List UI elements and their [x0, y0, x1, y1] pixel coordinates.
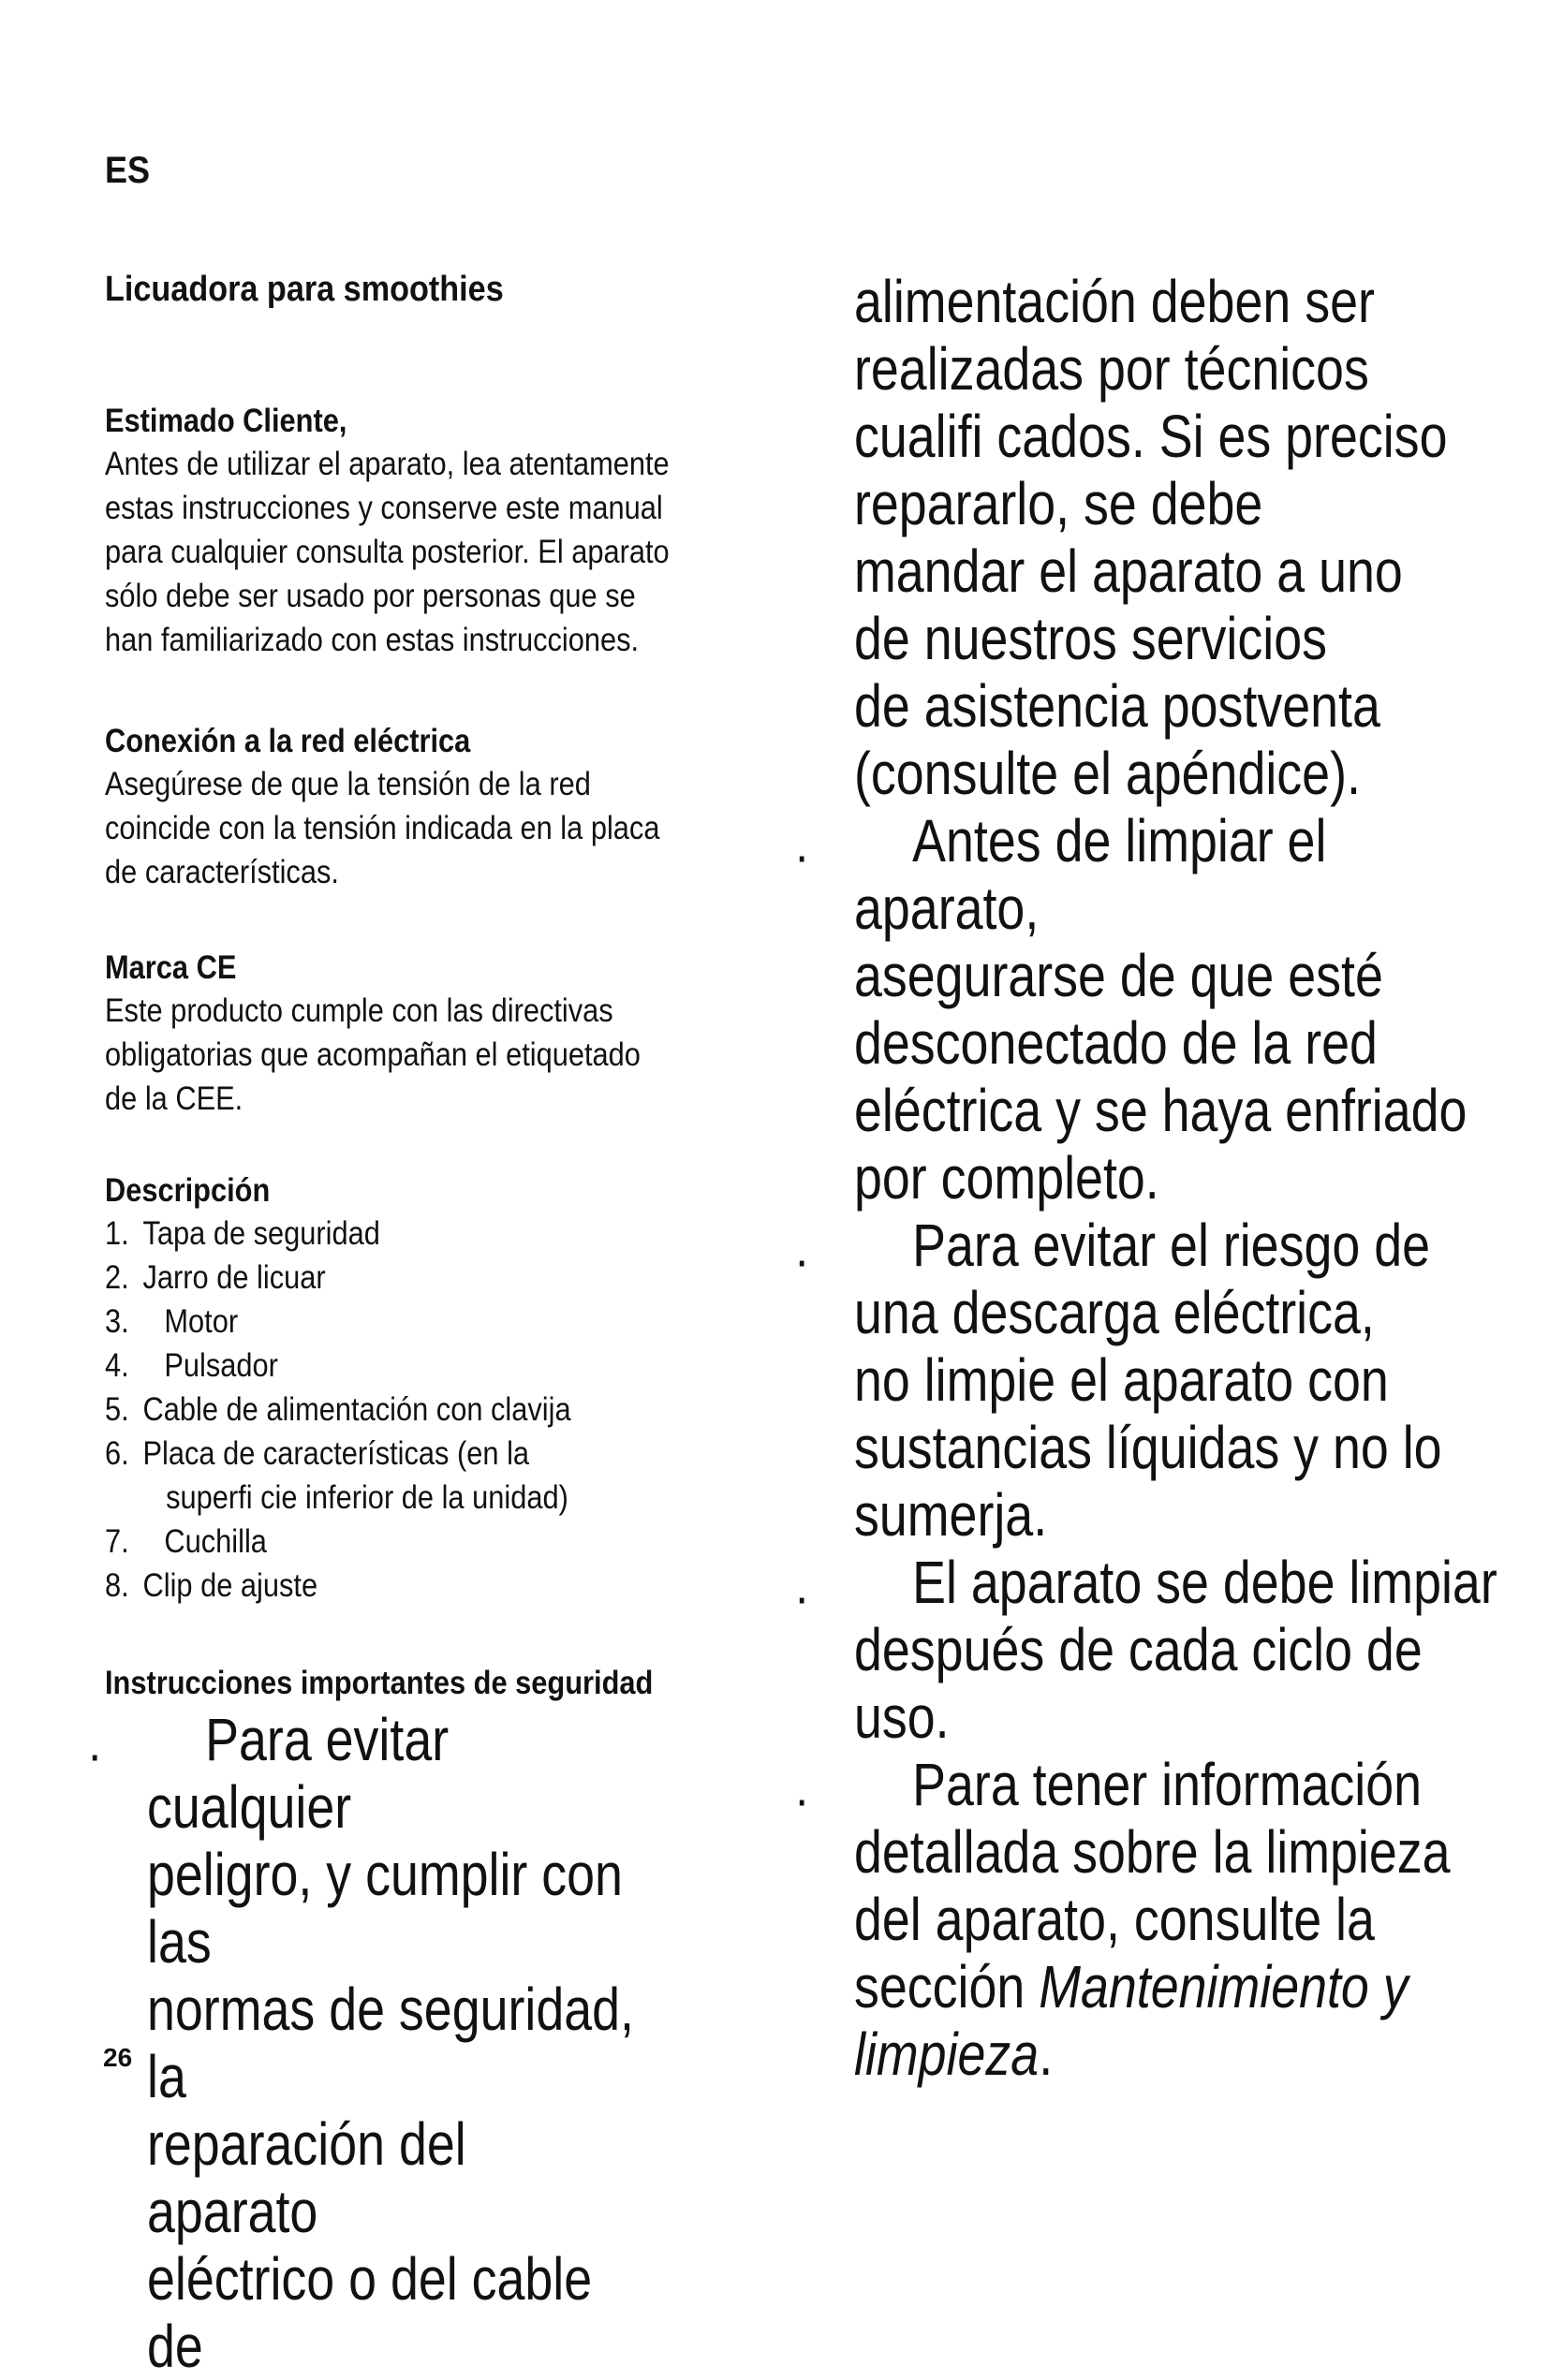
section-description — [105, 1170, 731, 1608]
text-fragment: sección — [854, 1953, 1040, 2020]
text-line: de nuestros servicios — [854, 605, 1327, 672]
text-line: sustancias líquidas y no lo — [854, 1414, 1442, 1481]
item-text: Jarro de licuar — [142, 1259, 326, 1296]
text-line: peligro, y cumplir con las — [147, 1841, 623, 1976]
text-line — [854, 1953, 1499, 2020]
item-number: 8. — [105, 1567, 129, 1604]
safety-bullet-4 — [797, 1549, 1499, 1751]
bullet-icon: · — [797, 1580, 808, 1622]
section-heading: Marca CE — [105, 949, 237, 986]
text-line: alimentación deben ser — [854, 268, 1375, 335]
section-line: obligatorias que acompañan el etiquetado — [105, 1036, 641, 1073]
bullet-icon: · — [797, 1783, 808, 1824]
text-line: Antes de limpiar el aparato, — [854, 807, 1327, 942]
section-line: estas instrucciones y conserve este manual — [105, 490, 663, 526]
text-line: una descarga eléctrica, — [854, 1279, 1375, 1346]
text-line: de asistencia postventa — [854, 672, 1380, 740]
item-number: 2. — [105, 1259, 129, 1296]
text-line: Para evitar el riesgo de — [912, 1212, 1430, 1279]
item-text: Placa de características (en la — [142, 1435, 530, 1472]
text-line: Para tener información — [912, 1751, 1423, 1818]
text-line: cualifi cados. Si es preciso — [854, 403, 1448, 470]
list-item — [105, 1432, 731, 1476]
section-line: coincide con la tensión indicada en la placa — [105, 810, 660, 846]
text-line: reparación del aparato — [147, 2110, 466, 2245]
safety-bullet-2 — [797, 807, 1499, 1212]
section-line: han familiarizado con estas instrucciones. — [105, 622, 640, 658]
text-line: El aparato se debe limpiar — [912, 1549, 1497, 1616]
item-number: 3. — [105, 1303, 129, 1340]
text-fragment: . — [1039, 2020, 1054, 2088]
section-heading: Descripción — [105, 1172, 271, 1209]
item-text: Cable de alimentación con clavija — [142, 1391, 571, 1428]
text-line: desconectado de la red — [854, 1009, 1378, 1077]
list-item — [105, 1300, 731, 1344]
text-line: Para evitar cualquier — [147, 1706, 450, 1841]
text-line: no limpie el aparato con — [854, 1346, 1389, 1414]
item-number: 1. — [105, 1215, 129, 1252]
item-number: 4. — [105, 1347, 129, 1384]
item-text: Cuchilla — [164, 1523, 267, 1560]
section-line: Antes de utilizar el aparato, lea atentamente — [105, 446, 670, 482]
list-item — [105, 1388, 731, 1432]
language-code: ES — [105, 150, 151, 191]
item-text: Motor — [164, 1303, 239, 1340]
section-heading: Conexión a la red eléctrica — [105, 723, 471, 759]
list-item — [105, 1564, 731, 1608]
list-item — [105, 1256, 731, 1300]
item-text: Pulsador — [164, 1347, 278, 1384]
section-dear-customer — [105, 401, 731, 662]
page-title: Licuadora para smoothies — [105, 270, 504, 309]
item-number: 5. — [105, 1391, 129, 1428]
section-line: de características. — [105, 854, 339, 890]
bullet-icon: · — [90, 1738, 101, 1779]
bullet-icon: · — [797, 839, 808, 880]
list-item — [105, 1520, 731, 1564]
section-line: sólo debe ser usado por personas que se — [105, 578, 636, 614]
section-line: Este producto cumple con las directivas — [105, 992, 613, 1029]
text-line: eléctrico o del cable de — [147, 2245, 593, 2380]
text-line: eléctrica y se haya enfriado — [854, 1077, 1468, 1144]
item-number: 7. — [105, 1523, 129, 1560]
safety-bullet-3 — [797, 1212, 1499, 1549]
text-line: después de cada ciclo de — [854, 1616, 1423, 1683]
text-line: del aparato, consulte la — [854, 1886, 1375, 1953]
page-number: 26 — [103, 2043, 133, 2072]
text-line: realizadas por técnicos — [854, 335, 1369, 403]
text-line — [854, 2020, 1499, 2088]
text-line: sumerja. — [854, 1481, 1048, 1549]
text-line: por completo. — [854, 1144, 1159, 1212]
item-text: Tapa de seguridad — [142, 1215, 380, 1252]
section-ce-mark — [105, 948, 731, 1121]
section-heading: Estimado Cliente, — [105, 403, 347, 439]
section-reference: Mantenimiento y — [1039, 1953, 1409, 2020]
section-safety — [105, 1663, 731, 1704]
list-item — [105, 1344, 731, 1388]
safety-bullet-5 — [797, 1751, 1499, 2088]
parts-list — [105, 1212, 731, 1608]
section-reference: limpieza — [854, 2020, 1040, 2088]
continuation-text — [854, 268, 1499, 807]
section-heading: Instrucciones importantes de seguridad — [105, 1665, 654, 1701]
item-text: Clip de ajuste — [142, 1567, 318, 1604]
section-line: para cualquier consulta posterior. El aparato — [105, 534, 670, 570]
section-line: Asegúrese de que la tensión de la red — [105, 766, 591, 802]
section-power-connection — [105, 721, 731, 894]
text-line: normas de seguridad, la — [147, 1976, 634, 2110]
text-line: (consulte el apéndice). — [854, 740, 1361, 807]
text-line: repararlo, se debe — [854, 470, 1263, 537]
text-line: uso. — [854, 1683, 950, 1751]
text-line: mandar el aparato a uno — [854, 537, 1403, 605]
right-column — [797, 268, 1499, 2088]
item-number: 6. — [105, 1435, 129, 1472]
bullet-icon: · — [797, 1243, 808, 1285]
text-line: asegurarse de que esté — [854, 942, 1383, 1009]
text-line: detallada sobre la limpieza — [854, 1818, 1451, 1886]
section-line: de la CEE. — [105, 1080, 243, 1117]
list-item — [105, 1212, 731, 1256]
list-item-continuation: superfi cie inferior de la unidad) — [166, 1479, 568, 1516]
